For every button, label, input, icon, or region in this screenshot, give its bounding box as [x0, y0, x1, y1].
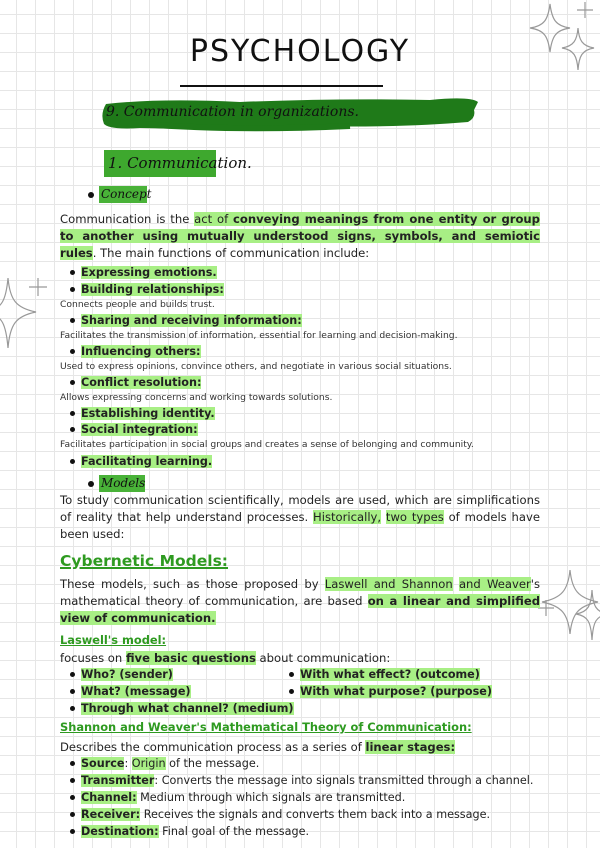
- function-item: Social integration:: [70, 422, 198, 437]
- cybernetic-highlight-view: on a linear and simplified view of communication.: [60, 594, 540, 625]
- function-description: Used to express opinions, convince others, and negotiate in various social situations.: [60, 361, 452, 372]
- function-description: Connects people and builds trust.: [60, 299, 215, 310]
- stage-item: Receiver: Receives the signals and converts them back into a message.: [70, 807, 490, 822]
- function-item: Sharing and receiving information:: [70, 313, 302, 328]
- concept-heading: Concept: [101, 187, 152, 201]
- function-description: Facilitates the transmission of information, essential for learning and decision-making.: [60, 330, 458, 341]
- concept-bullet: [88, 192, 94, 198]
- page-title: PSYCHOLOGY: [189, 34, 411, 69]
- function-item: Establishing identity.: [70, 406, 215, 421]
- laswell-question: With what purpose? (purpose): [289, 684, 492, 699]
- function-item: Building relationships:: [70, 282, 224, 297]
- models-paragraph: To study communication scientifically, models are used, which are simplifications of reality that help understand processes. Historically, two types of models have been used:: [60, 493, 540, 541]
- function-description: Facilitates participation in social groups and creates a sense of belonging and community.: [60, 439, 474, 450]
- laswell-model-title: Laswell's model:: [60, 633, 167, 647]
- section-heading: 1. Communication.: [108, 154, 252, 172]
- stage-item: Source: Origin of the message.: [70, 756, 259, 771]
- models-highlight-two-types: two types: [385, 510, 444, 524]
- models-bullet: [88, 481, 94, 487]
- shannon-paragraph: Describes the communication process as a series of linear stages:: [60, 740, 456, 754]
- cybernetic-paragraph: These models, such as those proposed by Laswell and Shannon and Weaver's mathematical theory of communication, are based on a linear and simplified view of communication.: [60, 577, 541, 625]
- stage-item: Channel: Medium through which signals are transmitted.: [70, 790, 405, 805]
- laswell-question: Through what channel? (medium): [70, 701, 294, 716]
- function-item: Expressing emotions.: [70, 265, 217, 280]
- function-item: Influencing others:: [70, 344, 201, 359]
- laswell-question: With what effect? (outcome): [289, 667, 480, 682]
- title-underline: [180, 85, 383, 87]
- intro-highlight-1: act of: [194, 212, 234, 226]
- sparkle-cluster-left-icon: [0, 268, 60, 368]
- function-item: Facilitating learning.: [70, 454, 212, 469]
- laswell-highlight: five basic questions: [125, 651, 256, 665]
- laswell-question: Who? (sender): [70, 667, 173, 682]
- laswell-paragraph: focuses on five basic questions about communication:: [60, 651, 391, 665]
- models-highlight-historically: Historically,: [313, 510, 382, 524]
- intro-text-2: . The main functions of communication include:: [92, 246, 370, 260]
- cybernetic-models-title: Cybernetic Models:: [60, 552, 229, 570]
- intro-paragraph: [60, 211, 540, 262]
- cybernetic-highlight-weaver: and Weaver: [458, 577, 531, 591]
- stage-item: Destination: Final goal of the message.: [70, 824, 309, 839]
- chapter-heading: 9. Communication in organizations.: [106, 104, 359, 120]
- intro-highlight-2: conveying meanings from one entity or group to another using mutually understood signs, symbols, and semiotic rules: [60, 212, 540, 260]
- stage-item: Transmitter: Converts the message into signals transmitted through a channel.: [70, 773, 533, 788]
- laswell-question: What? (message): [70, 684, 191, 699]
- function-description: Allows expressing concerns and working towards solutions.: [60, 392, 333, 403]
- shannon-highlight: linear stages:: [365, 740, 456, 754]
- cybernetic-highlight-names: Laswell and Shannon: [324, 577, 453, 591]
- shannon-weaver-title: Shannon and Weaver's Mathematical Theory of Communication:: [60, 720, 472, 734]
- models-heading: Models: [101, 476, 146, 490]
- function-item: Conflict resolution:: [70, 375, 201, 390]
- intro-text-1: Communication is the: [60, 212, 195, 226]
